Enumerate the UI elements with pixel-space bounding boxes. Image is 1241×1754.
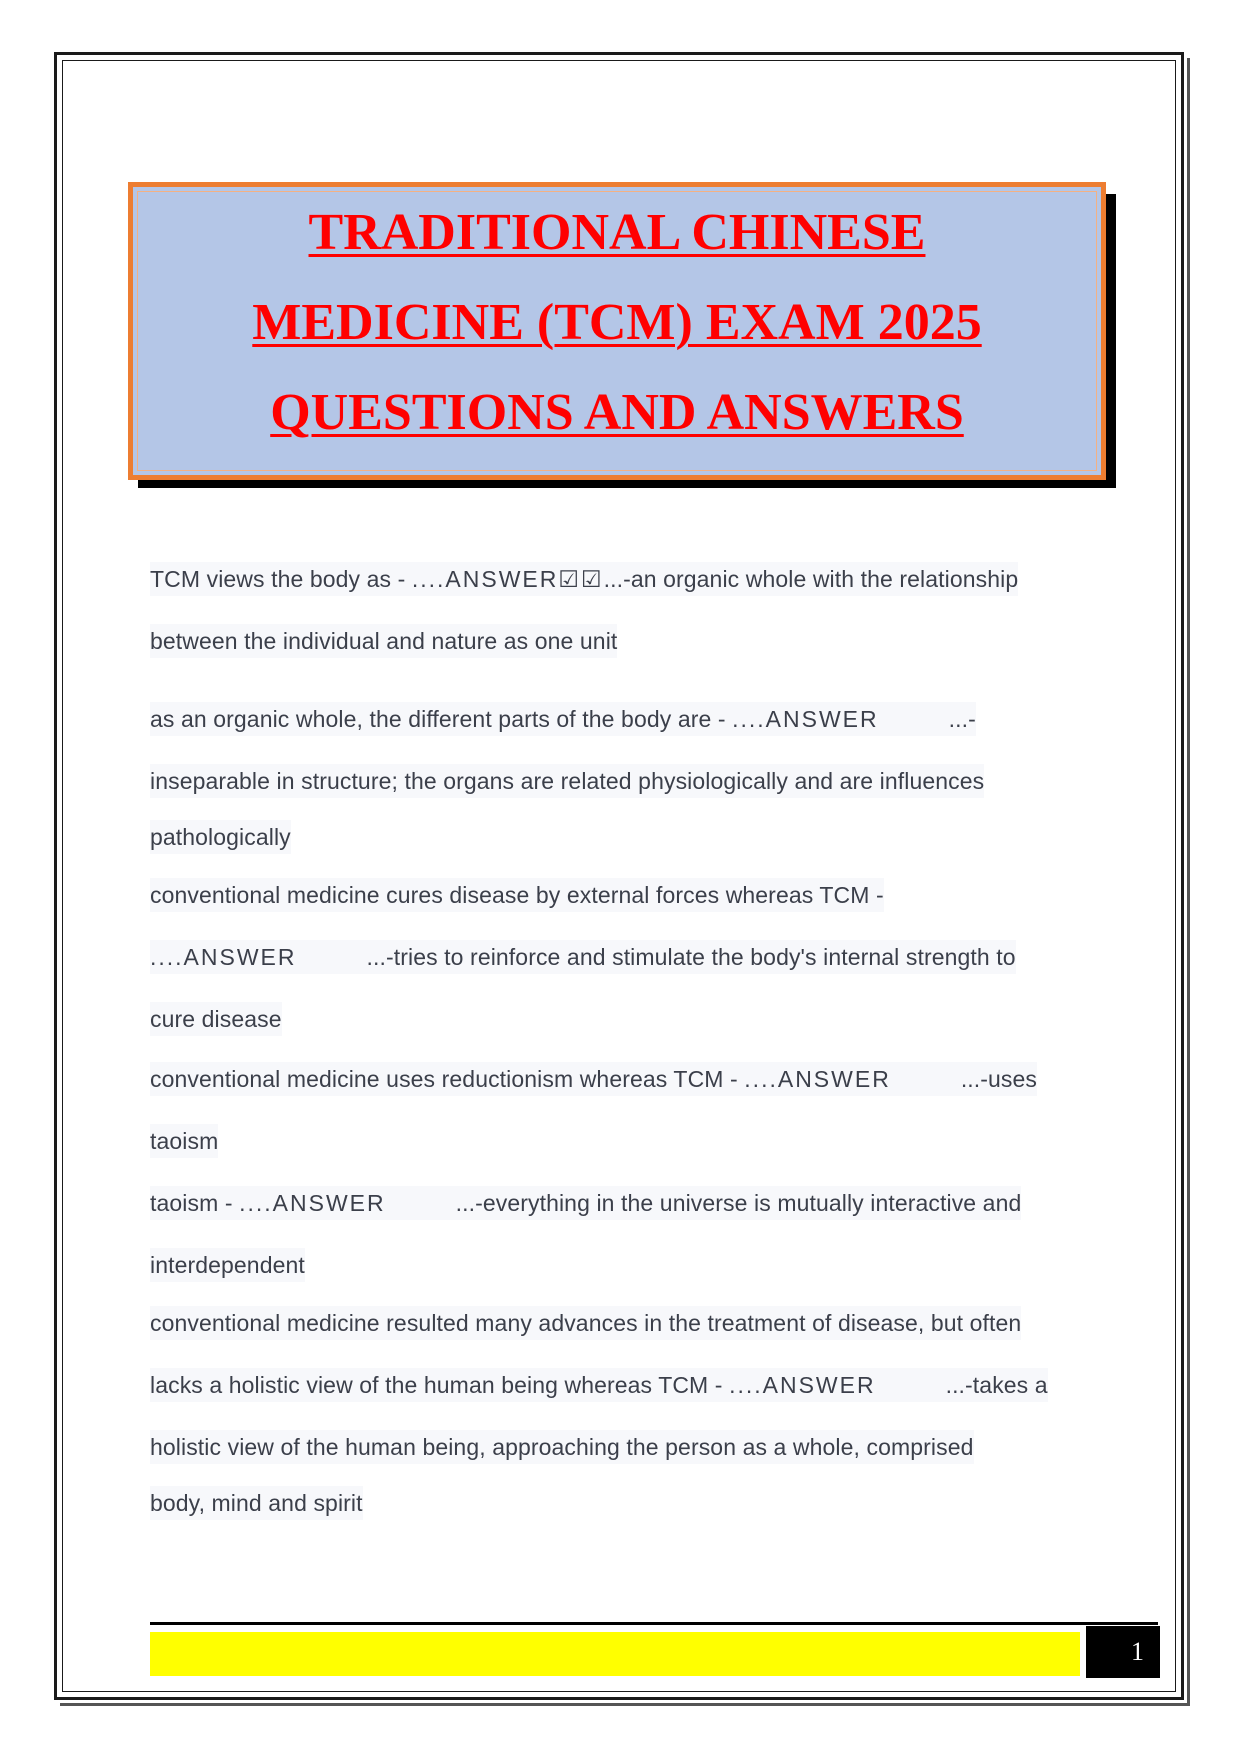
qa-3-line-2 xyxy=(150,940,1016,974)
qa-1-line-1 xyxy=(150,562,1018,596)
qa-3-line-1: conventional medicine cures disease by external forces whereas TCM - xyxy=(150,878,884,912)
qa-5-line-2: interdependent xyxy=(150,1248,305,1282)
answer-text: ...- xyxy=(948,706,976,732)
footer-bar xyxy=(150,1632,1080,1676)
question-text: as an organic whole, the different parts of the body are - xyxy=(150,706,733,732)
qa-6-line-4: body, mind and spirit xyxy=(150,1486,363,1520)
answer-marker: ....ANSWER xyxy=(744,1066,891,1092)
qa-6-line-1: conventional medicine resulted many advances in the treatment of disease, but often xyxy=(150,1306,1021,1340)
answer-marker: ....ANSWER xyxy=(239,1190,386,1216)
qa-4-line-1 xyxy=(150,1062,1037,1096)
answer-text: ...-takes a xyxy=(945,1372,1048,1398)
qa-1-line-2: between the individual and nature as one unit xyxy=(150,624,617,658)
answer-marker: ....ANSWER xyxy=(729,1372,876,1398)
answer-text: ...-an organic whole with the relationship xyxy=(603,566,1019,592)
qa-6-line-2 xyxy=(150,1368,1048,1402)
answer-text: ...-uses xyxy=(960,1066,1038,1092)
question-text: conventional medicine uses reductionism whereas TCM - xyxy=(150,1066,745,1092)
qa-6-line-3: holistic view of the human being, approaching the person as a whole, comprised xyxy=(150,1430,974,1464)
question-text: lacks a holistic view of the human being whereas TCM - xyxy=(150,1372,730,1398)
title-line-2: MEDICINE (TCM) EXAM 2025 xyxy=(252,294,982,351)
question-text: taoism - xyxy=(150,1190,240,1216)
title-line-3: QUESTIONS AND ANSWERS xyxy=(270,384,964,441)
qa-5-line-1 xyxy=(150,1186,1021,1220)
title-line-1: TRADITIONAL CHINESE xyxy=(308,204,926,261)
answer-marker: ....ANSWER☑☑ xyxy=(411,566,604,592)
qa-2-line-1 xyxy=(150,702,976,736)
qa-4-line-2: taoism xyxy=(150,1124,218,1158)
qa-2-line-3: pathologically xyxy=(150,820,291,854)
qa-3-line-3: cure disease xyxy=(150,1002,282,1036)
footer-rule xyxy=(150,1622,1158,1625)
qa-2-line-2: inseparable in structure; the organs are related physiologically and are influences xyxy=(150,764,984,798)
title-box xyxy=(128,182,1106,480)
answer-text: ...-tries to reinforce and stimulate the body's internal strength to xyxy=(366,944,1016,970)
answer-text: ...-everything in the universe is mutually interactive and xyxy=(455,1190,1022,1216)
answer-marker: ....ANSWER xyxy=(150,944,297,970)
page-number: 1 xyxy=(1086,1626,1160,1678)
answer-marker: ....ANSWER xyxy=(732,706,879,732)
question-text: TCM views the body as - xyxy=(150,566,412,592)
